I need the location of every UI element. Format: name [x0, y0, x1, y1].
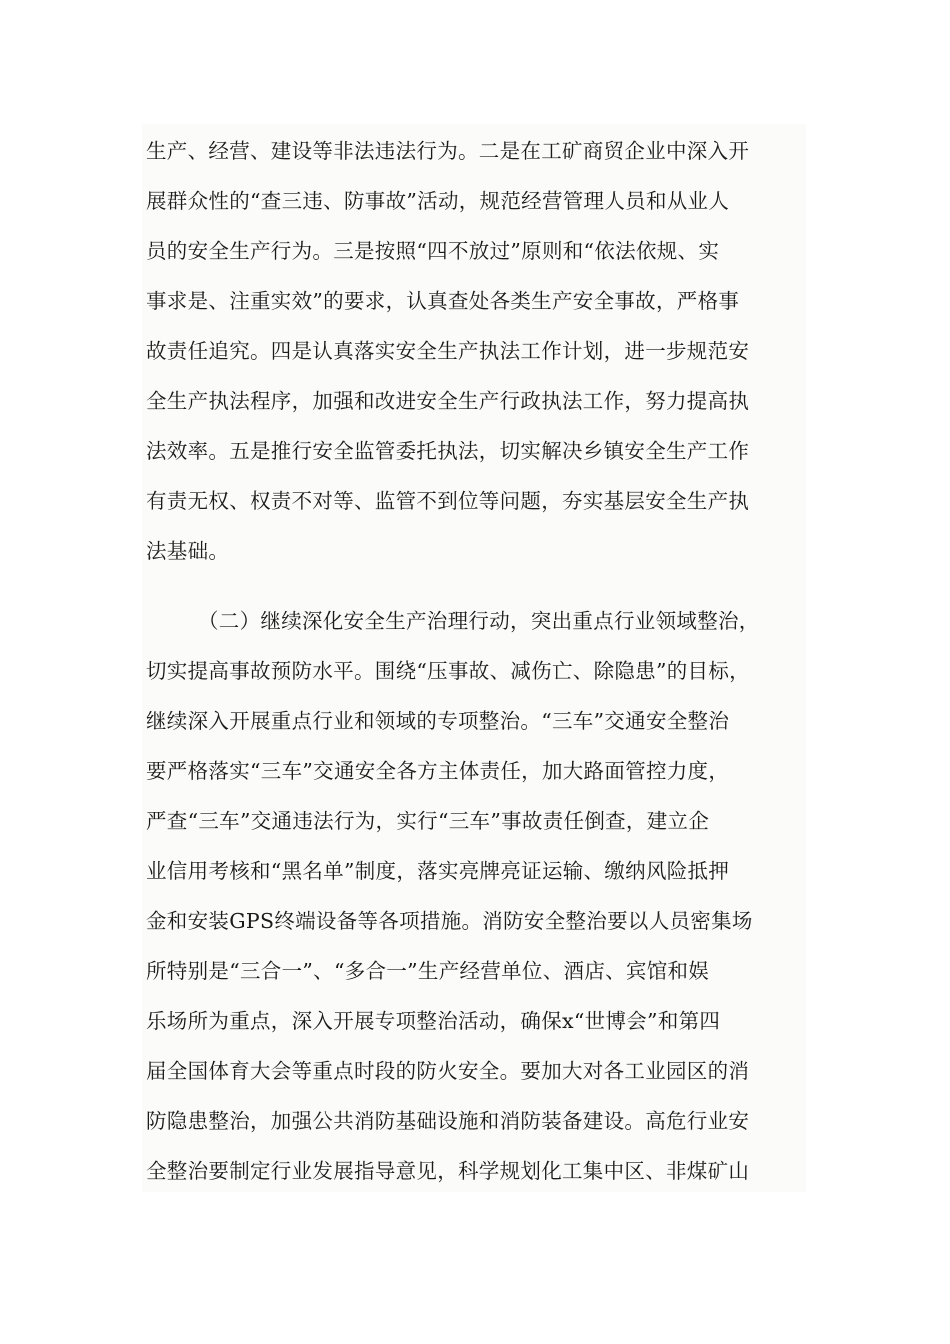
text-line: 法基础。: [146, 539, 230, 563]
text-line: 生产、经营、建设等非法违法行为。二是在工矿商贸企业中深入开: [146, 139, 750, 163]
paragraph-1: [146, 126, 826, 576]
paragraph-2: [146, 596, 826, 1196]
text-line: 业信用考核和“黑名单”制度，落实亮牌亮证运输、缴纳风险抵押: [146, 859, 730, 883]
text-line: 全生产执法程序，加强和改进安全生产行政执法工作，努力提高执: [146, 389, 750, 413]
text-line: 继续深入开展重点行业和领域的专项整治。“三车”交通安全整治: [146, 709, 730, 733]
text-line: 所特别是“三合一”、“多合一”生产经营单位、酒店、宾馆和娱: [146, 959, 710, 983]
text-line: 法效率。五是推行安全监管委托执法，切实解决乡镇安全生产工作: [146, 439, 750, 463]
text-line: 防隐患整治，加强公共消防基础设施和消防装备建设。高危行业安: [146, 1109, 750, 1133]
text-line: 乐场所为重点，深入开展专项整治活动，确保x“世博会”和第四: [146, 1009, 721, 1033]
text-line: 事求是、注重实效”的要求，认真查处各类生产安全事故，严格事: [146, 289, 740, 313]
text-line: 有责无权、权责不对等、监管不到位等问题，夯实基层安全生产执: [146, 489, 750, 513]
text-line: 展群众性的“查三违、防事故”活动，规范经营管理人员和从业人: [146, 189, 730, 213]
text-line: 金和安装GPS终端设备等各项措施。消防安全整治要以人员密集场: [146, 909, 753, 933]
text-line: 切实提高事故预防水平。围绕“压事故、减伤亡、除隐患”的目标，: [146, 659, 750, 683]
text-line: 届全国体育大会等重点时段的防火安全。要加大对各工业园区的消: [146, 1059, 750, 1083]
text-line: 员的安全生产行为。三是按照“四不放过”原则和“依法依规、实: [146, 239, 720, 263]
text-line: 严查“三车”交通违法行为，实行“三车”事故责任倒查，建立企: [146, 809, 710, 833]
text-line: 要严格落实“三车”交通安全各方主体责任，加大路面管控力度，: [146, 759, 730, 783]
text-line: （二）继续深化安全生产治理行动，突出重点行业领域整治，: [198, 609, 760, 633]
text-line: 故责任追究。四是认真落实安全生产执法工作计划，进一步规范安: [146, 339, 750, 363]
text-line: 全整治要制定行业发展指导意见，科学规划化工集中区、非煤矿山: [146, 1159, 750, 1183]
